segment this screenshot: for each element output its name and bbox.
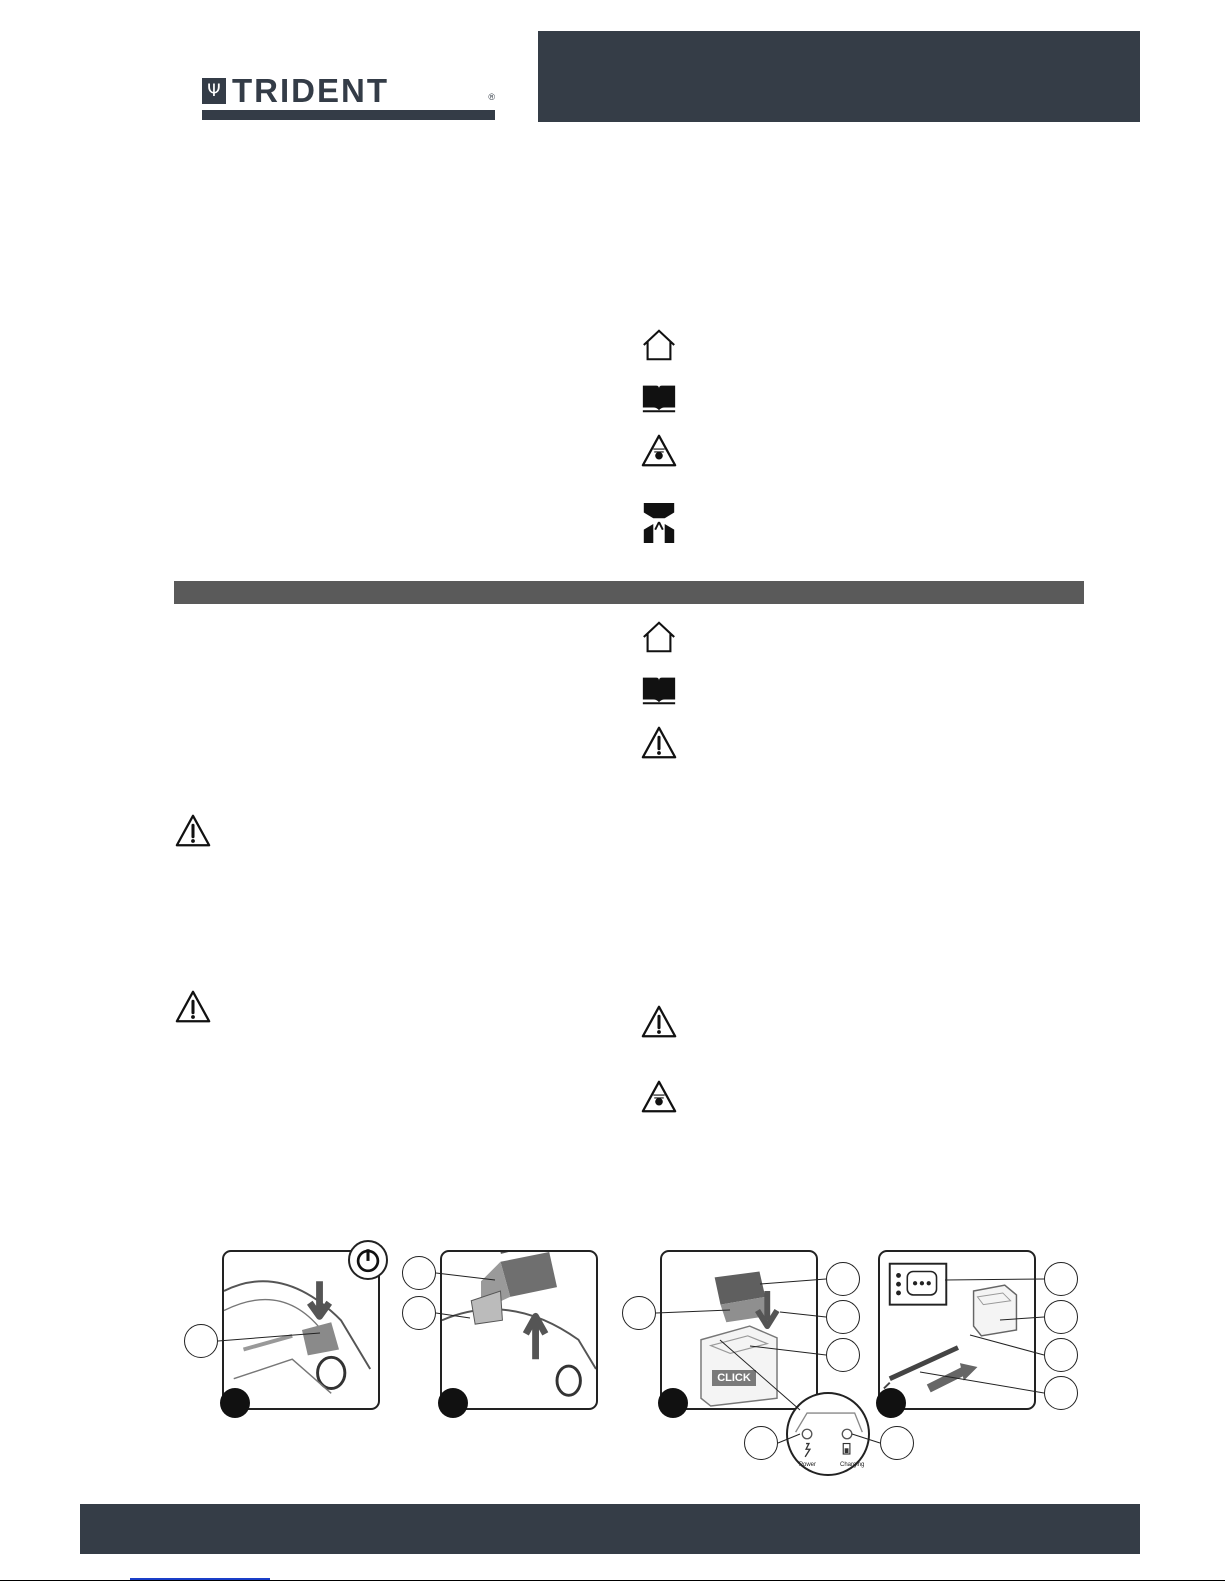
manual-book-icon bbox=[640, 378, 678, 416]
logo-wordmark: TRIDENT bbox=[232, 72, 389, 109]
section-divider bbox=[174, 581, 1084, 604]
logo-underline bbox=[202, 110, 495, 120]
figure-charger-adapter bbox=[878, 1250, 1036, 1410]
led-charging-label: Charging bbox=[840, 1462, 865, 1468]
callout-circle bbox=[826, 1338, 860, 1372]
hot-liquid-warning-icon bbox=[640, 1078, 678, 1116]
trident-emblem-icon: Ψ bbox=[202, 78, 226, 104]
callout-circle bbox=[1044, 1262, 1078, 1296]
callout-circle bbox=[880, 1426, 914, 1460]
warning-triangle-icon bbox=[174, 812, 212, 850]
trident-logo bbox=[202, 72, 495, 122]
house-icon bbox=[640, 618, 678, 656]
callout-circle bbox=[402, 1296, 436, 1330]
registered-mark: ® bbox=[488, 92, 495, 102]
callout-circle bbox=[744, 1426, 778, 1460]
led-power-label: Power bbox=[799, 1462, 817, 1468]
figure-number-badge bbox=[658, 1388, 688, 1418]
warning-triangle-icon bbox=[640, 1003, 678, 1041]
power-symbol-icon bbox=[348, 1240, 388, 1280]
house-icon bbox=[640, 326, 678, 364]
recycle-icon bbox=[640, 500, 678, 546]
figure-number-badge bbox=[220, 1388, 250, 1418]
callout-circle bbox=[826, 1262, 860, 1296]
callout-circle bbox=[184, 1324, 218, 1358]
figure-remove-unit bbox=[440, 1250, 598, 1410]
callout-circle bbox=[622, 1296, 656, 1330]
figure-insert-battery bbox=[660, 1250, 818, 1410]
header-band bbox=[538, 31, 1140, 122]
click-label: CLICK bbox=[712, 1370, 756, 1386]
callout-circle bbox=[826, 1300, 860, 1334]
warning-triangle-icon bbox=[640, 724, 678, 762]
callout-circle bbox=[1044, 1376, 1078, 1410]
callout-circle bbox=[402, 1256, 436, 1290]
footer-link-underline[interactable] bbox=[130, 1578, 270, 1580]
footer-rule bbox=[0, 1580, 1225, 1581]
figure-number-badge bbox=[438, 1388, 468, 1418]
footer-band bbox=[80, 1504, 1140, 1554]
hot-liquid-warning-icon bbox=[640, 432, 678, 470]
callout-circle bbox=[1044, 1300, 1078, 1334]
figure-number-badge bbox=[876, 1388, 906, 1418]
warning-triangle-icon bbox=[174, 988, 212, 1026]
callout-circle bbox=[1044, 1338, 1078, 1372]
manual-book-icon bbox=[640, 670, 678, 708]
